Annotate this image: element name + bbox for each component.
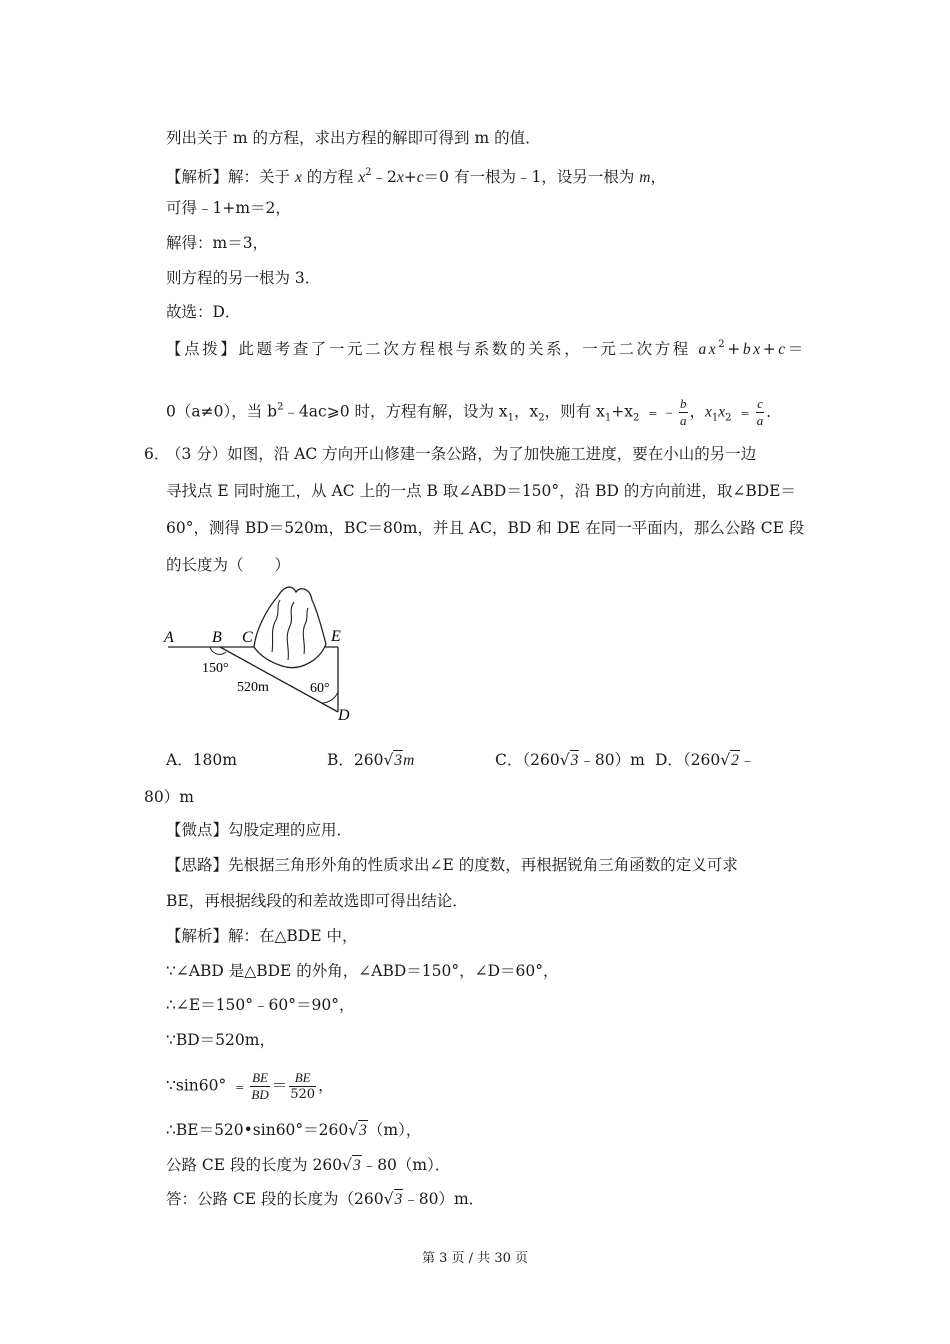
solution-line: ∵sin60° = $\frac{BE}{BD}$ ＝ $\frac{BE}{520}$ ， — [166, 1070, 334, 1102]
sqrt: √3 — [559, 751, 579, 769]
solution-line: ∵∠ABD 是△BDE 的外角，∠ABD＝150°，∠D＝60°， — [166, 962, 559, 980]
question-line: 60°，测得 BD＝520m，BC＝80m，并且 AC，BD 和 DE 在同一平面内，那么公路 CE 段 — [166, 519, 805, 537]
sqrt: √2 — [720, 751, 739, 769]
option-b[interactable]: B．260√3m — [327, 751, 415, 769]
angle-label-d: 60° — [310, 681, 330, 696]
length-label: 520m — [237, 680, 269, 695]
solution-line: 【微点】勾股定理的应用． — [166, 821, 353, 839]
sqrt: √3 — [342, 1156, 361, 1174]
question-number: 6． — [144, 445, 170, 463]
option-d-continued: 80）m — [144, 788, 194, 806]
option-d[interactable]: D．（260√2﹣ — [655, 751, 756, 769]
fraction: $\frac{BE}{BD}$ — [251, 1070, 269, 1102]
question-line: 寻找点 E 同时施工，从 AC 上的一点 B 取∠ABD＝150°，沿 BD 的方向前进，取∠BDE＝ — [166, 482, 796, 500]
angle-label-b: 150° — [202, 661, 229, 676]
fraction: $\frac{BE}{520}$ — [290, 1070, 316, 1102]
analysis-line: 【解析】解：关于 x 的方程 $x^2﹣2x+c=0$ 有一根为﹣1，设另一根为 m， — [166, 167, 666, 186]
label-C: C — [242, 629, 253, 646]
question-line: 的长度为（ ） — [166, 556, 291, 574]
option-c[interactable]: C．（260√3﹣80）m — [495, 751, 645, 769]
solution-line: ∴∠E＝150°﹣60°＝90°， — [166, 996, 355, 1014]
mountain-outline — [254, 587, 326, 668]
tip-line-2: 0（a≠0），当 $b^2﹣4ac⩾0$ 时，方程有解，设为 $x_1$，$x_2$，则有 $x_1+x_2$ = ﹣ $\frac{b}{a}$ ，$x_1x_2$ = $\frac{c}{a}$ ． — [166, 396, 782, 428]
text-line: 则方程的另一根为 3． — [166, 269, 321, 287]
sqrt: √3 — [383, 1190, 403, 1208]
solution-line: 【解析】解：在△BDE 中， — [166, 927, 358, 945]
solution-line: 公路 CE 段的长度为 260√3﹣80（m）． — [166, 1156, 451, 1174]
question-line: （3 分）如图，沿 AC 方向开山修建一条公路，为了加快施工进度，要在小山的另一边 — [166, 445, 757, 463]
label-D: D — [338, 707, 350, 724]
fraction: $\frac{b}{a}$ — [680, 396, 687, 428]
page-footer: 第 3 页 / 共 30 页 — [422, 1251, 528, 1266]
solution-line: BE，再根据线段的和差故选即可得出结论． — [166, 892, 468, 910]
text-line: 解得：m＝3， — [166, 234, 269, 252]
solution-line: ∴BE＝520•sin60°＝260√3（m）， — [166, 1121, 422, 1139]
label-A: A — [164, 629, 174, 646]
label-E: E — [331, 628, 341, 645]
fraction: $\frac{c}{a}$ — [756, 396, 764, 428]
solution-line: ∵BD＝520m， — [166, 1031, 275, 1049]
label-B: B — [212, 629, 222, 646]
angle-arc-b — [210, 647, 226, 654]
text-line: 列出关于 m 的方程，求出方程的解即可得到 m 的值． — [166, 129, 541, 147]
sqrt: √3 — [348, 1121, 367, 1139]
solution-line: 答：公路 CE 段的长度为（260√3﹣80）m． — [166, 1190, 485, 1208]
text-line: 故选：D． — [166, 303, 241, 321]
solution-line: 【思路】先根据三角形外角的性质求出∠E 的度数，再根据锐角三角函数的定义可求 — [166, 856, 738, 874]
option-a[interactable]: A．180m — [166, 751, 237, 769]
text-line: 可得﹣1+m＝2， — [166, 199, 291, 217]
sqrt: √3 — [383, 751, 403, 769]
geometry-figure — [160, 582, 370, 724]
tip-line: 【点拨】此题考查了一元二次方程根与系数的关系，一元二次方程 $ax^2+bx+c=$ — [166, 339, 806, 358]
